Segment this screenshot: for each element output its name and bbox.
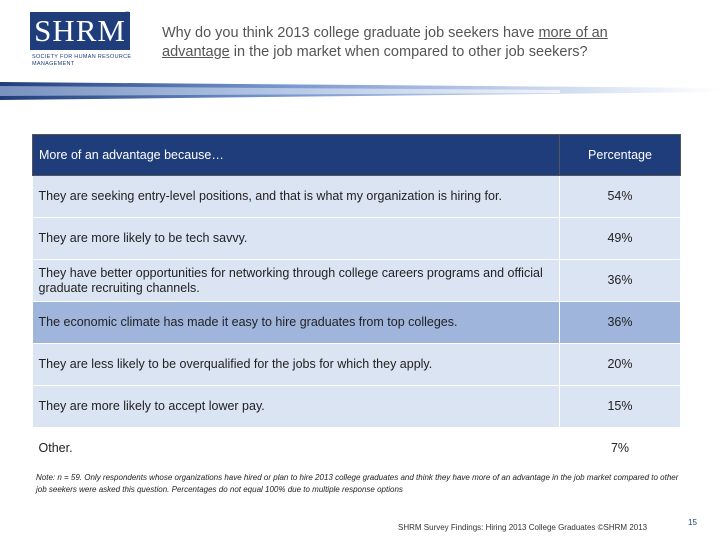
row-percentage: 20% <box>560 344 681 386</box>
page-number: 15 <box>688 518 697 527</box>
logo-registered-mark: ® <box>125 12 130 18</box>
shrm-logo <box>30 12 134 72</box>
row-percentage: 7% <box>560 428 681 470</box>
row-percentage: 36% <box>560 260 681 302</box>
row-reason: They are more likely to accept lower pay. <box>33 386 560 428</box>
footer-source: SHRM Survey Findings: Hiring 2013 College Graduates ©SHRM 2013 <box>398 523 648 532</box>
decorative-band <box>0 78 720 102</box>
row-reason: They have better opportunities for networking through college careers programs and official graduate recruiting channels. <box>33 260 560 302</box>
header-reason: More of an advantage because… <box>33 135 560 176</box>
table-header-row <box>33 135 681 176</box>
table-row <box>33 218 681 260</box>
header-percentage: Percentage <box>560 135 681 176</box>
table-row <box>33 176 681 218</box>
results-table <box>32 134 681 470</box>
row-reason: They are less likely to be overqualified for the jobs for which they apply. <box>33 344 560 386</box>
table-row <box>33 260 681 302</box>
title-part-2: in the job market when compared to other job seekers? <box>229 44 588 60</box>
row-percentage: 15% <box>560 386 681 428</box>
table-row <box>33 344 681 386</box>
row-reason: The economic climate has made it easy to hire graduates from top colleges. <box>33 302 560 344</box>
row-percentage: 54% <box>560 176 681 218</box>
table-row <box>33 428 681 470</box>
row-percentage: 49% <box>560 218 681 260</box>
table-row <box>33 302 681 344</box>
table-row <box>33 386 681 428</box>
table-note: Note: n = 59. Only respondents whose organizations have hired or plan to hire 2013 college graduates and think they have more of an advantage in the job market compared to other job seekers were asked this question. Percentages do not equal 100% due to multiple response options <box>36 473 679 494</box>
logo-text: SHRM <box>34 13 126 48</box>
row-percentage: 36% <box>560 302 681 344</box>
row-reason: They are more likely to be tech savvy. <box>33 218 560 260</box>
row-reason: They are seeking entry-level positions, and that is what my organization is hiring for. <box>33 176 560 218</box>
page-title <box>162 24 662 62</box>
title-underlined: more of an advantage <box>162 25 608 60</box>
row-reason: Other. <box>33 428 560 470</box>
title-part-1: Why do you think 2013 college graduate job seekers have <box>162 25 539 41</box>
logo-tagline: SOCIETY FOR HUMAN RESOURCE MANAGEMENT <box>32 54 132 67</box>
